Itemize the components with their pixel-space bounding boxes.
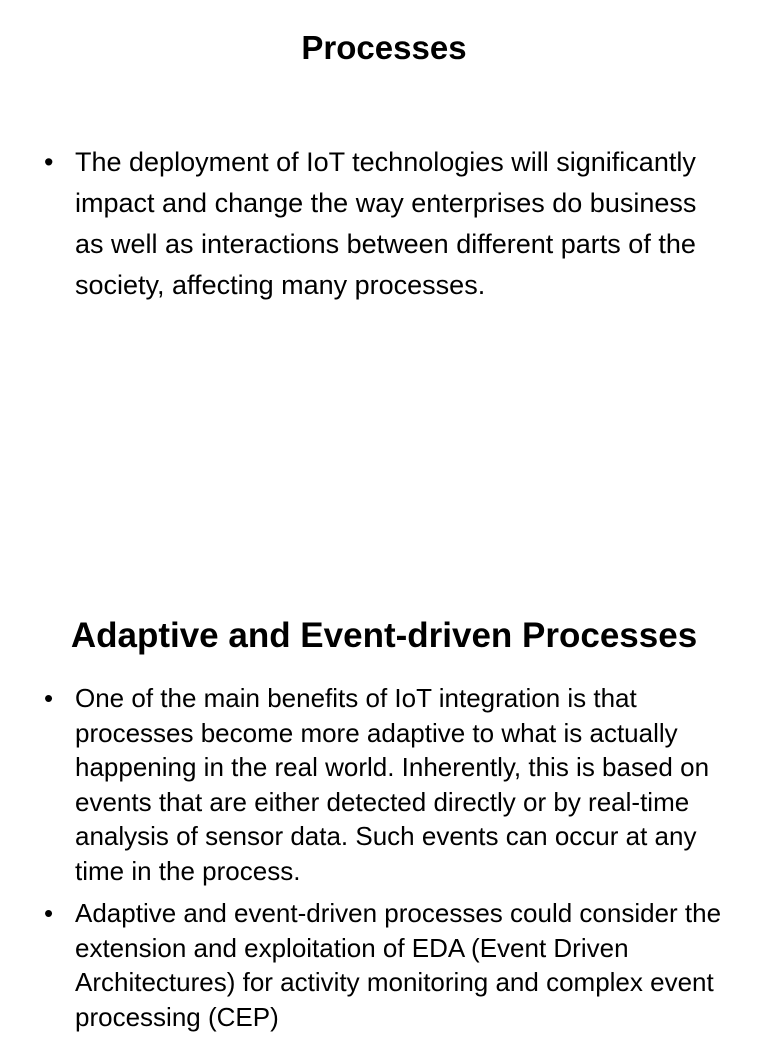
- bullet-text: Adaptive and event-driven processes could consider the extension and exploitation of EDA (Event Driven Architectures) for activity monitoring and complex event processing (CEP): [75, 898, 722, 1032]
- slide-title: Processes: [301, 29, 467, 66]
- bullet-item: [44, 896, 724, 1034]
- bullet-icon: •: [44, 898, 54, 928]
- bullet-icon: •: [44, 147, 54, 177]
- slide-title: Adaptive and Event-driven Processes: [70, 616, 698, 655]
- bullet-list: [44, 681, 724, 1042]
- bullet-item: [44, 681, 724, 888]
- bullet-item: [44, 142, 724, 306]
- bullet-list: [44, 142, 724, 306]
- bullet-text: The deployment of IoT technologies will significantly impact and change the way enterprises do business as well as interactions between different parts of the society, affecting many processes.: [75, 147, 697, 300]
- bullet-icon: •: [44, 683, 54, 713]
- bullet-text: One of the main benefits of IoT integration is that processes become more adaptive to what is actually happening in the real world. Inherently, this is based on events that are either detected directly or by real-time analysis of sensor data. Such events can occur at any time in the process.: [75, 683, 710, 886]
- slide-adaptive-processes: [0, 560, 768, 1032]
